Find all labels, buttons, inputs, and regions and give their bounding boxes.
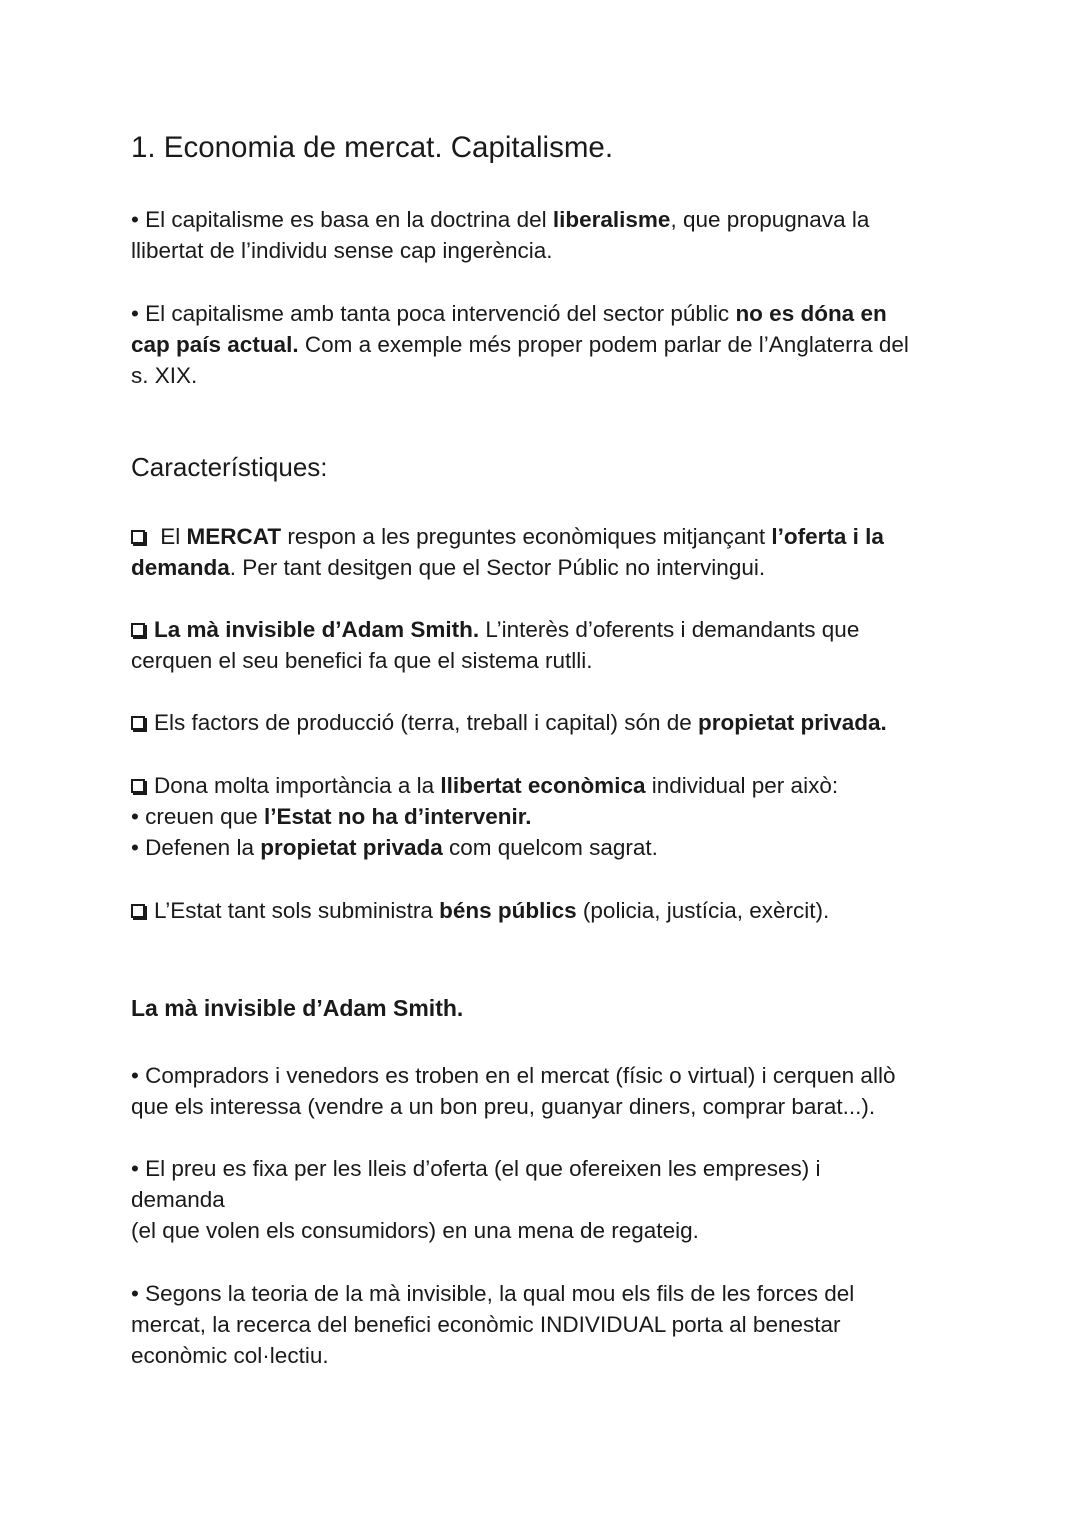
- paragraph-line: mercat, la recerca del benefici econòmic INDIVIDUAL porta al benestar: [131, 1312, 841, 1337]
- checkbox-icon: [131, 530, 145, 544]
- features-title: Característiques:: [131, 452, 328, 482]
- checkbox-icon: [131, 623, 145, 637]
- paragraph-line: • El preu es fixa per les lleis d’oferta (el que ofereixen les empreses) i: [131, 1156, 821, 1181]
- invisible-hand-title: La mà invisible d’Adam Smith.: [131, 995, 464, 1021]
- paragraph-line: • Compradors i venedors es troben en el mercat (físic o virtual) i cerquen allò: [131, 1063, 896, 1088]
- paragraph-line: • El capitalisme amb tanta poca intervenció del sector públic no es dóna en: [131, 301, 887, 326]
- paragraph-line: que els interessa (vendre a un bon preu, guanyar diners, comprar barat...).: [131, 1094, 876, 1119]
- paragraph-line: • Defenen la propietat privada com quelcom sagrat.: [131, 835, 658, 860]
- paragraph-line: • creuen que l’Estat no ha d’intervenir.: [131, 804, 532, 829]
- paragraph-line: demanda: [131, 1187, 225, 1212]
- paragraph-line: s. XIX.: [131, 363, 198, 388]
- checkbox-icon: [131, 779, 145, 793]
- paragraph-line: • El capitalisme es basa en la doctrina del liberalisme, que propugnava la: [131, 207, 870, 232]
- paragraph-line: llibertat de l’individu sense cap ingerència.: [131, 238, 553, 263]
- checklist-item: Dona molta importància a la llibertat econòmica individual per això:: [131, 770, 838, 801]
- checklist-item: La mà invisible d’Adam Smith. L’interès d’oferents i demandants que: [131, 614, 859, 645]
- checklist-item: Els factors de producció (terra, treball i capital) són de propietat privada.: [131, 707, 887, 738]
- paragraph-line: cap país actual. Com a exemple més proper podem parlar de l’Anglaterra del: [131, 332, 909, 357]
- checkbox-icon: [131, 716, 145, 730]
- paragraph-line: • Segons la teoria de la mà invisible, la qual mou els fils de les forces del: [131, 1281, 855, 1306]
- paragraph-line: (el que volen els consumidors) en una mena de regateig.: [131, 1218, 699, 1243]
- paragraph-line: demanda. Per tant desitgen que el Sector Públic no intervingui.: [131, 555, 766, 580]
- section-title: 1. Economia de mercat. Capitalisme.: [131, 131, 614, 164]
- paragraph-line: econòmic col·lectiu.: [131, 1343, 329, 1368]
- checklist-item: El MERCAT respon a les preguntes econòmiques mitjançant l’oferta i la: [131, 521, 884, 552]
- checklist-item: L’Estat tant sols subministra béns públics (policia, justícia, exèrcit).: [131, 895, 829, 926]
- checkbox-icon: [131, 904, 145, 918]
- paragraph-line: cerquen el seu benefici fa que el sistema rutlli.: [131, 648, 593, 673]
